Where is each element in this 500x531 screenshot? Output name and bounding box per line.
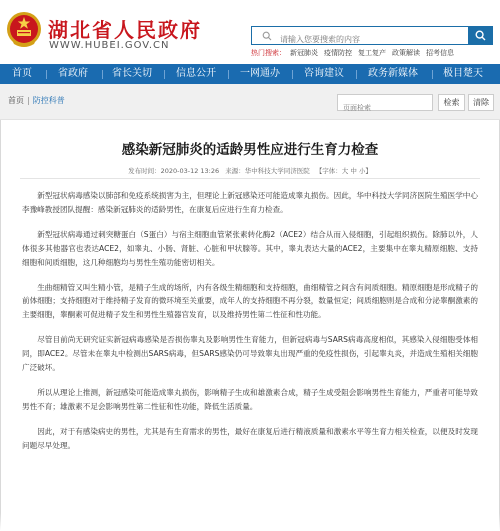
article-paragraph: 尽管目前尚无研究证实新冠病毒感染是否损伤睾丸及影响男性生育能力，但新冠病毒与SARS病毒高度相似，其感染入侵细胞受体相同，即ACE2。尽管未在睾丸中检测出SARS病毒，但SARS感染仍可导致睾丸出现严重的免疫性损伤，引起睾丸炎，并造成生殖相关细胞广泛破坏。 bbox=[22, 335, 478, 373]
global-search-box bbox=[251, 26, 469, 45]
site-url: WWW.HUBEI.GOV.CN bbox=[49, 40, 170, 51]
article-body bbox=[22, 189, 478, 464]
hot-search-link[interactable]: 复工复产 bbox=[358, 49, 386, 57]
hot-search-label: 热门搜索： bbox=[251, 49, 286, 57]
page-fold-fade bbox=[0, 513, 500, 531]
nav-separator bbox=[46, 70, 47, 79]
site-name[interactable]: 湖北省人民政府 bbox=[48, 18, 202, 42]
main-nav bbox=[0, 64, 500, 84]
national-emblem-icon[interactable] bbox=[6, 10, 42, 50]
nav-item-jimu-chutian[interactable]: 极目楚天 bbox=[443, 68, 483, 79]
nav-separator bbox=[228, 70, 229, 79]
site-header bbox=[0, 0, 500, 64]
article-meta bbox=[0, 166, 500, 175]
nav-separator bbox=[102, 70, 103, 79]
hot-search-links bbox=[251, 48, 460, 58]
font-size-selector[interactable]: 【字体：大 中 小】 bbox=[315, 167, 372, 175]
article-paragraph: 新型冠状病毒感染以肺部和免疫系统损害为主，但理论上新冠感染还可能造成睾丸损伤。因此，华中科技大学同济医院生殖医学中心李豫峰教授团队提醒：感染新冠肺炎的适龄男性，在康复后应进行生育力检查。 bbox=[22, 191, 478, 214]
hot-search-link[interactable]: 疫情防控 bbox=[324, 49, 352, 57]
title-divider bbox=[20, 178, 480, 179]
search-icon bbox=[475, 30, 486, 41]
search-field-icon bbox=[262, 31, 272, 41]
breadcrumb-home[interactable]: 首页 bbox=[8, 96, 24, 105]
nav-item-consultation[interactable]: 咨询建议 bbox=[304, 68, 344, 79]
nav-item-governor-concerns[interactable]: 省长关切 bbox=[112, 68, 152, 79]
page-search-box bbox=[337, 94, 433, 111]
page-search-button[interactable]: 检索 bbox=[438, 94, 465, 111]
nav-separator bbox=[164, 70, 165, 79]
global-search-button[interactable] bbox=[469, 26, 493, 45]
article-paragraph: 生曲细精管又叫生精小管，是精子生成的场所，内有各级生精细胞和支持细胞，曲细精管之间含有间质细胞。精原细胞是形成精子的前体细胞；支持细胞对于维持精子发育的微环境至关重要，成年人的支持细胞不再分裂，数量恒定；间质细胞则是合成和分泌睾酮激素的主要细胞，睾酮素可促进精子发生和男性生殖器官发育，以及维持男性第二性征和性功能。 bbox=[22, 282, 478, 320]
breadcrumb-current[interactable]: 防控科普 bbox=[32, 96, 65, 105]
nav-separator bbox=[432, 70, 433, 79]
article-source: 来源：华中科技大学同济医院 bbox=[225, 167, 310, 175]
page-clear-button[interactable]: 清除 bbox=[468, 94, 494, 111]
nav-item-province-government[interactable]: 省政府 bbox=[58, 68, 88, 79]
hot-search-link[interactable]: 政策解读 bbox=[392, 49, 420, 57]
article-paragraph: 新型冠状病毒通过刺突糖蛋白（S蛋白）与宿主细胞血管紧张素转化酶2（ACE2）结合从而入侵细胞，引起组织损伤。除肺以外，人体很多其他器官也表达ACE2，如睾丸、小肠、肾脏、心脏和甲状腺等。其中，睾丸表达大量的ACE2，主要集中在睾丸精原细胞、支持细胞和间质细胞，这几种细胞均与男性生殖功能密切相关。 bbox=[22, 229, 478, 267]
page-search-input[interactable] bbox=[338, 101, 428, 116]
global-search-input[interactable] bbox=[252, 31, 442, 48]
nav-item-information-disclosure[interactable]: 信息公开 bbox=[176, 68, 216, 79]
nav-separator bbox=[292, 70, 293, 79]
hot-search-link[interactable]: 新冠肺炎 bbox=[290, 49, 318, 57]
nav-item-online-services[interactable]: 一网通办 bbox=[240, 68, 280, 79]
nav-separator bbox=[356, 70, 357, 79]
article-paragraph: 所以从理论上推测，新冠感染可能造成睾丸损伤，影响精子生成和雄激素合成，精子生成受阻会影响男性生育能力，严重者可能导致男性不育；雄激素不足会影响男性第二性征和性功能，降低生活质量。 bbox=[22, 387, 478, 411]
breadcrumb bbox=[8, 95, 65, 106]
article-date: 发布时间：2020-03-12 13:26 bbox=[128, 167, 220, 175]
hot-search-link[interactable]: 招考信息 bbox=[426, 49, 454, 57]
breadcrumb-separator: | bbox=[27, 96, 30, 105]
nav-item-home[interactable]: 首页 bbox=[12, 68, 32, 79]
article-paragraph: 因此，对于有感染病史的男性，尤其是有生育需求的男性，最好在康复后进行精液质量和激素水平等生育力相关检查，以便及时发现问题尽早处理。 bbox=[22, 426, 478, 450]
nav-item-new-media[interactable]: 政务新媒体 bbox=[368, 68, 418, 79]
article-title: 感染新冠肺炎的适龄男性应进行生育力检查 bbox=[121, 142, 379, 158]
